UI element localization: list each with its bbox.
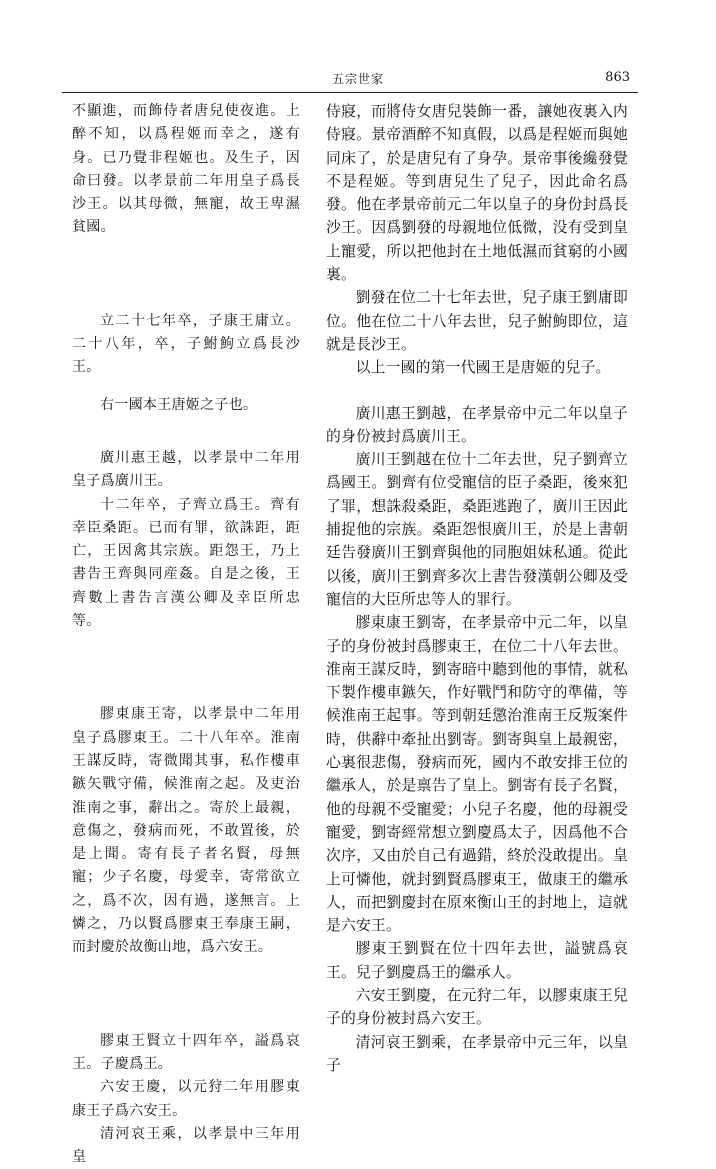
original-paragraph: 清河哀王乘，以孝景中三年用皇 — [72, 1125, 300, 1166]
translation-paragraph: 廣川王劉越在位十二年去世，兒子劉齊立爲國王。劉齊有位受寵信的臣子桑距，後來犯了罪，想誅殺桑距，桑距逃跑了，廣川王因此捕捉他的宗族。桑距怨恨廣川王，於是上書朝廷告發廣川王劉齊與他的同胞姐妹私通。從此以後，廣川王劉齊多次上書告發漢朝公卿及受寵信的大臣所忠等人的罪行。 — [326, 451, 628, 608]
translation-paragraph: 以上一國的第一代國王是唐姬的兒子。 — [355, 359, 611, 377]
translation-paragraph: 膠東王劉賢在位十四年去世，謚號爲哀王。兒子劉慶爲王的繼承人。 — [326, 940, 628, 981]
page-number: 863 — [605, 70, 630, 85]
original-text-column — [72, 100, 300, 1169]
translation-paragraph: 廣川惠王劉越，在孝景帝中元二年以皇子的身份被封爲廣川王。 — [326, 404, 628, 445]
translation-paragraph: 六安王劉慶，在元狩二年，以膠東康王兒子的身份被封爲六安王。 — [326, 986, 628, 1028]
original-paragraph: 廣川惠王越，以孝景中二年用皇子爲廣川王。 — [72, 449, 300, 490]
translation-paragraph: 劉發在位二十七年去世，兒子康王劉庸即位。他在位二十八年去世，兒子鮒鮈即位，這就是長沙王。 — [326, 289, 628, 353]
original-paragraph: 六安王慶，以元狩二年用膠東康王子爲六安王。 — [72, 1079, 300, 1119]
original-paragraph: 立二十七年卒，子康王庸立。二十八年，卒，子鮒鮈立爲長沙王。 — [72, 312, 300, 376]
original-paragraph: 十二年卒，子齊立爲王。齊有幸臣桑距。已而有罪，欲誅距，距亡，王因禽其宗族。距怨王，乃上書告王齊與同産姦。自是之後，王齊數上書告言漢公卿及幸臣所忠等。 — [72, 496, 300, 630]
original-paragraph: 膠東康王寄，以孝景中二年用皇子爲膠東王。二十八年卒。淮南王謀反時，寄微聞其事，私作樓車鏃矢戰守備，候淮南之起。及吏治淮南之事，辭出之。寄於上最親，意傷之，發病而死，不敢置後，於是上聞。寄有長子者名賢，母無寵；少子名慶，母愛幸，寄常欲立之，爲不次，因有過，遂無言。上憐之，乃以賢爲膠東王奉康王嗣，而封慶於故衡山地，爲六安王。 — [72, 706, 300, 956]
header-rule — [62, 92, 638, 93]
translation-column — [326, 100, 628, 1077]
running-head: 五宗世家 — [331, 72, 384, 86]
original-paragraph: 右一國本王唐姬之子也。 — [100, 396, 258, 413]
translation-paragraph: 侍寢，而將侍女唐兒裝飾一番，讓她夜裏入内侍寢。景帝酒醉不知真假，以爲是程姬而與她同床了，於是唐兒有了身孕。景帝事後纔發覺不是程姬。等到唐兒生了兒子，因此命名爲發。他在孝景帝前元二年以皇子的身份封爲長沙王。因爲劉發的母親地位低微，没有受到皇上寵愛，所以把他封在土地低濕而貧窮的小國裏。 — [326, 103, 628, 284]
original-paragraph: 不顯進，而飾侍者唐兒使夜進。上醉不知，以爲程姬而幸之，遂有身。已乃覺非程姬也。及生子，因命曰發。以孝景前二年用皇子爲長沙王。以其母微，無寵，故王卑濕貧國。 — [72, 103, 300, 236]
original-paragraph: 膠東王賢立十四年卒，謚爲哀王。子慶爲王。 — [72, 1032, 300, 1072]
translation-paragraph: 清河哀王劉乘，在孝景帝中元三年，以皇子 — [326, 1033, 628, 1074]
translation-paragraph: 膠東康王劉寄，在孝景帝中元二年，以皇子的身份被封爲膠東王，在位二十八年去世。淮南王謀反時，劉寄暗中聽到他的事情，就私下製作樓車鏃矢，作好戰鬥和防守的準備，等候淮南王起事。等到朝廷懲治淮南王反叛案件時，供辭中牽扯出劉寄。劉寄與皇上最親密，心裏很悲傷，發病而死，國内不敢安排王位的繼承人，於是禀告了皇上。劉寄有長子名賢，他的母親不受寵愛；小兒子名慶，他的母親受寵愛，劉寄經常想立劉慶爲太子，因爲他不合次序，又由於自己有過錯，終於没敢提出。皇上可憐他，就封劉賢爲膠東王，做康王的繼承人，而把劉慶封在原來衡山王的封地上，這就是六安王。 — [326, 614, 628, 935]
